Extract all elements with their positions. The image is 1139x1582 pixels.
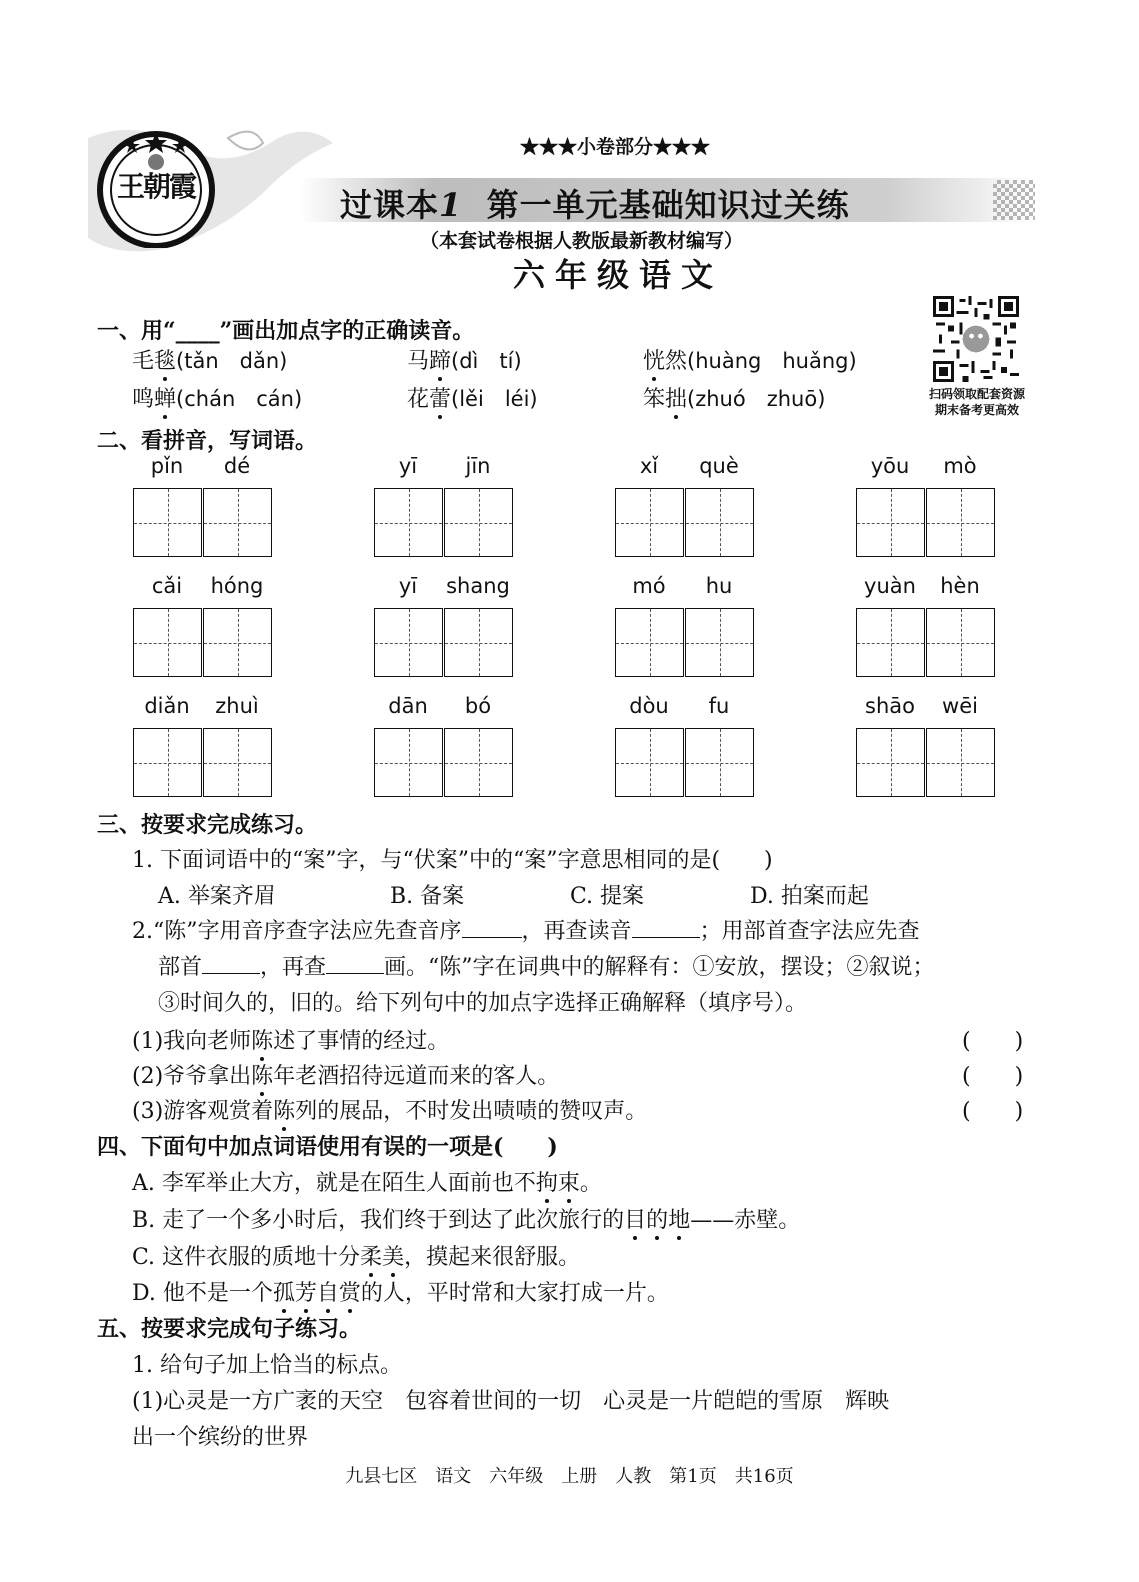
pinyin-label: xǐ — [639, 454, 659, 478]
q5-line-2: 出一个缤纷的世界 — [132, 1425, 309, 1450]
pinyin-label: hèn — [940, 574, 980, 598]
answer-paren[interactable]: ( ) — [962, 1029, 1024, 1054]
pinyin-label: mò — [943, 454, 977, 478]
pinyin-label: mó — [632, 574, 666, 598]
page-footer: 九县七区 语文 六年级 上册 人教 第1页 共16页 — [345, 1466, 794, 1487]
writing-cell[interactable] — [374, 488, 443, 557]
writing-cell[interactable] — [926, 608, 995, 677]
q3-stem-2-line1: 2.“陈”字用音序查字法应先查音序 ，再查读音 ；用部首查字法应先查 — [132, 919, 920, 944]
subtitle: （本套试卷根据人教版最新教材编写） — [420, 230, 744, 252]
pinyin-label: diǎn — [144, 694, 190, 718]
writing-cell[interactable] — [203, 488, 272, 557]
writing-cell[interactable] — [374, 728, 443, 797]
pinyin-label: yī — [398, 454, 418, 478]
pinyin-label: shang — [446, 574, 510, 598]
q3-option-a[interactable]: A. 举案齐眉 — [158, 884, 276, 909]
writing-cell[interactable] — [444, 488, 513, 557]
pinyin-label: yōu — [870, 454, 910, 478]
logo-text: 王朝霞 — [116, 170, 195, 203]
writing-cell[interactable] — [856, 608, 925, 677]
grade-title: 六年级语文 — [513, 256, 724, 294]
q3-heading: 三、按要求完成练习。 — [97, 812, 318, 838]
pinyin-label: wēi — [942, 694, 978, 718]
writing-cell[interactable] — [374, 608, 443, 677]
qr-caption-line1: 扫码领取配套资源 — [928, 387, 1025, 401]
q1-item: 鸣蝉(chán cán) — [132, 387, 303, 412]
pinyin-label: bó — [464, 694, 492, 718]
title-prefix: 过课本 — [340, 186, 440, 224]
q1-heading: 一、用“____”画出加点字的正确读音。 — [97, 318, 475, 344]
q4-option-c[interactable]: C. 这件衣服的质地十分柔美，摸起来很舒服。 — [132, 1245, 581, 1270]
writing-cell[interactable] — [615, 728, 684, 797]
answer-paren[interactable]: ( ) — [962, 1099, 1024, 1124]
writing-cell[interactable] — [133, 488, 202, 557]
q1-item: 笨拙(zhuó zhuō) — [643, 387, 826, 412]
writing-cell[interactable] — [856, 488, 925, 557]
writing-cell[interactable] — [133, 728, 202, 797]
pinyin-label: zhuì — [215, 694, 259, 718]
answer-blank[interactable] — [462, 919, 522, 938]
q4-option-d[interactable]: D. 他不是一个孤芳自赏的人，平时常和大家打成一片。 — [132, 1281, 669, 1306]
title-number: 1 — [439, 186, 463, 224]
writing-cell[interactable] — [856, 728, 925, 797]
writing-cell[interactable] — [685, 608, 754, 677]
writing-cell[interactable] — [926, 488, 995, 557]
q3-sentence: (2)爷爷拿出陈年老酒招待远道而来的客人。 — [132, 1064, 560, 1089]
q3-option-d[interactable]: D. 拍案而起 — [750, 884, 869, 909]
q3-stem-2-line2: 部首 ，再查 画。“陈”字在词典中的解释有：①安放，摆设；②叙说； — [158, 955, 935, 980]
q3-sentence: (1)我向老师陈述了事情的经过。 — [132, 1029, 450, 1054]
q1-item: 毛毯(tǎn dǎn) — [132, 349, 288, 374]
writing-cell[interactable] — [685, 728, 754, 797]
qr-caption — [915, 386, 1039, 418]
page-title — [340, 180, 850, 226]
writing-cell[interactable] — [685, 488, 754, 557]
q3-stem-2-line3: ③时间久的，旧的。给下列句中的加点字选择正确解释（填序号）。 — [158, 991, 808, 1016]
qr-code-icon[interactable] — [933, 296, 1019, 382]
answer-blank[interactable] — [326, 955, 384, 974]
dotted-word: 柔美 — [360, 1245, 405, 1270]
writing-cell[interactable] — [615, 608, 684, 677]
pinyin-label: dān — [388, 694, 428, 718]
pinyin-label: hóng — [210, 574, 264, 598]
q5-line-1: (1)心灵是一方广袤的天空 包容着世间的一切 心灵是一片皑皑的雪原 辉映 — [132, 1389, 890, 1414]
q1-item: 马蹄(dì tí) — [407, 349, 522, 374]
q1-item: 恍然(huàng huǎng) — [643, 349, 857, 374]
pinyin-label: què — [699, 454, 739, 478]
q3-sentence: (3)游客观赏着陈列的展品，不时发出啧啧的赞叹声。 — [132, 1099, 648, 1124]
writing-cell[interactable] — [444, 728, 513, 797]
writing-cell[interactable] — [926, 728, 995, 797]
pinyin-label: fu — [708, 694, 730, 718]
writing-cell[interactable] — [133, 608, 202, 677]
answer-blank[interactable] — [202, 955, 260, 974]
dotted-word: 拘束 — [535, 1171, 580, 1196]
pinyin-label: yuàn — [864, 574, 916, 598]
pinyin-label: dòu — [629, 694, 669, 718]
answer-blank[interactable] — [632, 919, 700, 938]
pinyin-label: yī — [398, 574, 418, 598]
pinyin-label: pǐn — [150, 454, 184, 478]
q4-heading: 四、下面句中加点词语使用有误的一项是( ) — [97, 1134, 558, 1160]
writing-cell[interactable] — [615, 488, 684, 557]
title-main: 第一单元基础知识过关练 — [486, 186, 850, 224]
q5-heading: 五、按要求完成句子练习。 — [97, 1316, 362, 1342]
answer-paren[interactable]: ( ) — [962, 1064, 1024, 1089]
pinyin-label: cǎi — [151, 574, 183, 598]
qr-caption-line2: 期末备考更高效 — [934, 403, 1019, 417]
pinyin-label: jīn — [465, 454, 491, 478]
checker-decoration — [993, 180, 1035, 220]
q4-option-b[interactable]: B. 走了一个多小时后，我们终于到达了此次旅行的目的地——赤壁。 — [132, 1208, 801, 1233]
pinyin-label: dé — [223, 454, 251, 478]
pinyin-label: shāo — [865, 694, 915, 718]
q1-item: 花蕾(lěi léi) — [407, 387, 538, 412]
dotted-word: 目的地 — [624, 1208, 691, 1233]
writing-cell[interactable] — [203, 728, 272, 797]
writing-cell[interactable] — [444, 608, 513, 677]
q4-option-a[interactable]: A. 李军举止大方，就是在陌生人面前也不拘束。 — [132, 1171, 602, 1196]
q3-option-b[interactable]: B. 备案 — [390, 884, 465, 909]
pinyin-label: hu — [705, 574, 733, 598]
q2-heading: 二、看拼音，写词语。 — [97, 428, 318, 454]
q3-stem-1: 1. 下面词语中的“案”字，与“伏案”中的“案”字意思相同的是( ) — [132, 848, 773, 873]
dotted-word: 孤芳自赏 — [272, 1281, 361, 1306]
q3-option-c[interactable]: C. 提案 — [570, 884, 645, 909]
q5-sub-1: 1. 给句子加上恰当的标点。 — [132, 1353, 402, 1378]
section-label: ★★★小卷部分★★★ — [520, 136, 711, 158]
writing-cell[interactable] — [203, 608, 272, 677]
